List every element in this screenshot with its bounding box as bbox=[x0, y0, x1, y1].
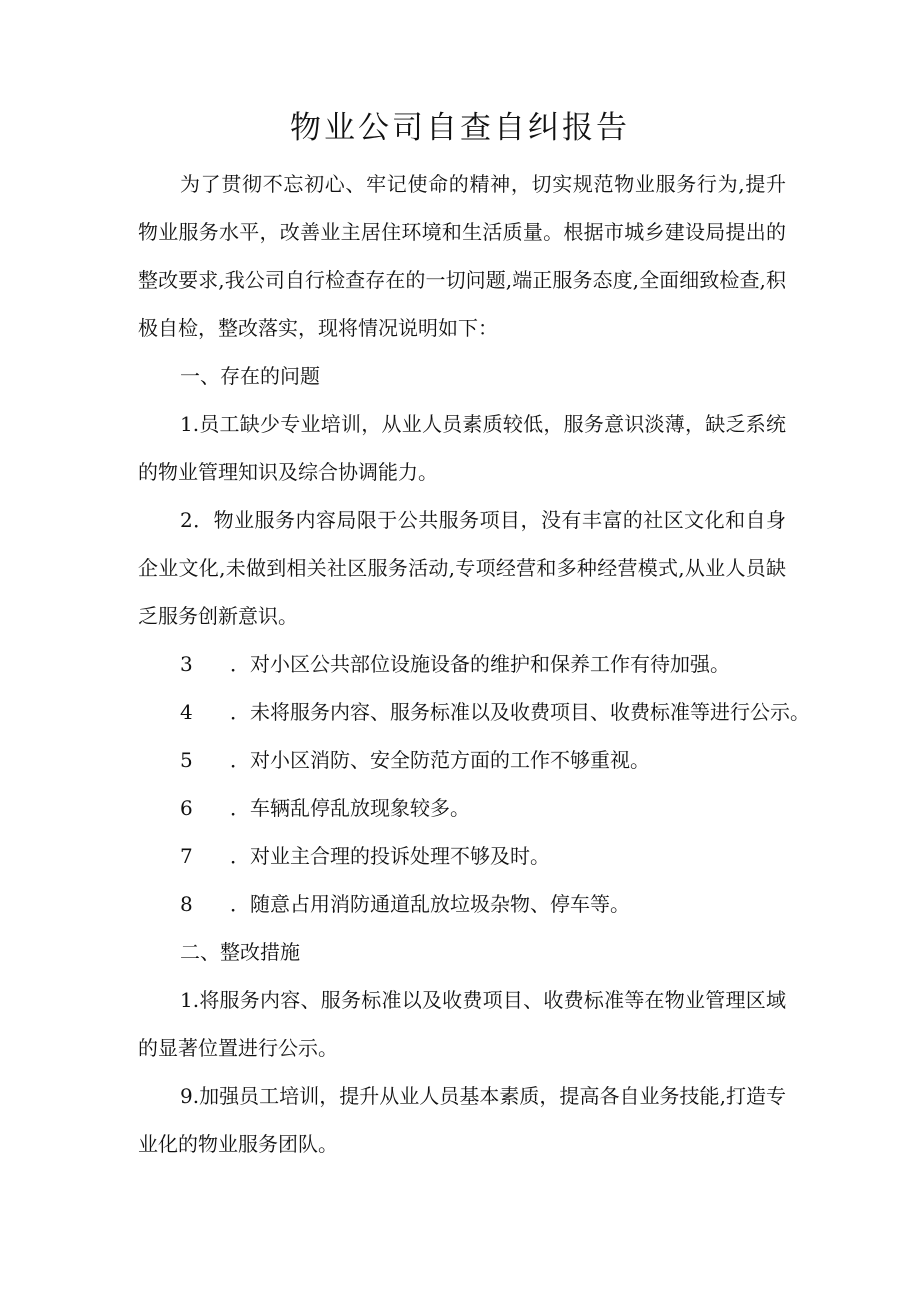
list-text: ．未将服务内容、服务标准以及收费项目、收费标准等进行公示。 bbox=[230, 700, 810, 724]
list-text: ．对小区消防、安全防范方面的工作不够重视。 bbox=[230, 748, 650, 772]
section-heading-problems: 一、存在的问题 bbox=[180, 364, 320, 388]
list-number: 7 bbox=[180, 844, 193, 868]
list-text: ．随意占用消防通道乱放垃圾杂物、停车等。 bbox=[230, 892, 630, 916]
measure-item-2: 9.加强员工培训，提升从业人员基本素质，提高各自业务技能,打造专业化的物业服务团队。 bbox=[138, 1084, 786, 1156]
problem-item-3 bbox=[180, 640, 730, 688]
list-number: 3 bbox=[180, 652, 193, 676]
problem-item-8 bbox=[180, 880, 630, 928]
document-title: 物业公司自查自纠报告 bbox=[290, 110, 630, 146]
problem-item-6 bbox=[180, 784, 470, 832]
list-number: 8 bbox=[180, 892, 193, 916]
measure-item-1: 1.将服务内容、服务标准以及收费项目、收费标准等在物业管理区域的显著位置进行公示。 bbox=[138, 988, 786, 1060]
problem-item-1: 1.员工缺少专业培训，从业人员素质较低，服务意识淡薄，缺乏系统的物业管理知识及综合协调能力。 bbox=[138, 412, 786, 484]
list-number: 5 bbox=[180, 748, 193, 772]
list-text: ．对小区公共部位设施设备的维护和保养工作有待加强。 bbox=[230, 652, 730, 676]
intro-paragraph: 为了贯彻不忘初心、牢记使命的精神，切实规范物业服务行为,提升物业服务水平，改善业主居住环境和生活质量。根据市城乡建设局提出的整改要求,我公司自行检查存在的一切问题,端正服务态度,全面细致检查,积极自检，整改落实，现将情况说明如下： bbox=[138, 172, 786, 340]
list-number: 4 bbox=[180, 700, 193, 724]
list-text: ．车辆乱停乱放现象较多。 bbox=[230, 796, 470, 820]
problem-item-2: 2．物业服务内容局限于公共服务项目，没有丰富的社区文化和自身企业文化,未做到相关社区服务活动,专项经营和多种经营模式,从业人员缺乏服务创新意识。 bbox=[138, 508, 786, 628]
section-heading-measures: 二、整改措施 bbox=[180, 940, 300, 964]
problem-item-4 bbox=[180, 688, 810, 736]
problem-item-7 bbox=[180, 832, 550, 880]
list-number: 6 bbox=[180, 796, 193, 820]
problem-item-5 bbox=[180, 736, 650, 784]
list-text: ．对业主合理的投诉处理不够及时。 bbox=[230, 844, 550, 868]
